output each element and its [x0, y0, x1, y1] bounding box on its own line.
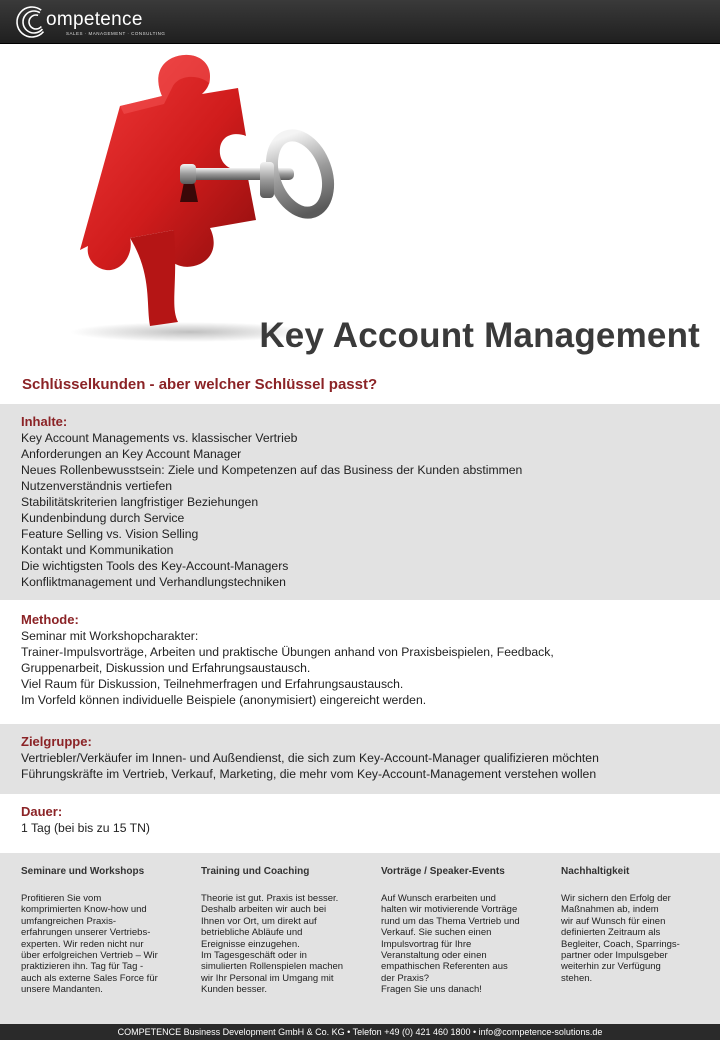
list-item: Anforderungen an Key Account Manager: [21, 447, 242, 461]
section-inhalte: [0, 404, 720, 600]
feature-line: umfangreichen Praxis-: [21, 915, 117, 927]
feature-heading: Vorträge / Speaker-Events: [381, 866, 505, 877]
feature-heading: Training und Coaching: [201, 866, 310, 877]
list-item: Die wichtigsten Tools des Key-Account-Managers: [21, 559, 289, 573]
feature-vortraege: [381, 866, 551, 996]
feature-line: Auf Wunsch erarbeiten und: [381, 893, 496, 904]
competence-logo[interactable]: [14, 4, 214, 40]
feature-line: experten. Wir reden nicht nur: [21, 938, 144, 950]
feature-line: Maßnahmen ab, indem: [561, 904, 659, 916]
list-item: Trainer-Impulsvorträge, Arbeiten und praktische Übungen anhand von Praxisbeispielen, Feedback,: [21, 645, 554, 659]
section-dauer: [0, 804, 720, 844]
feature-line: Veranstaltung oder einen: [381, 950, 487, 962]
page-title: Key Account Management: [259, 316, 700, 355]
feature-line: Begleiter, Coach, Sparrings-: [561, 938, 680, 950]
list-item: Im Vorfeld können individuelle Beispiele (anonymisiert) eingereicht werden.: [21, 693, 427, 707]
feature-seminare: [21, 866, 191, 996]
feature-line: Ihnen vor Ort, um direkt auf: [201, 915, 317, 927]
feature-line: praktizieren ihn. Tag für Tag -: [21, 961, 144, 973]
feature-line: unsere Mandanten.: [21, 984, 103, 996]
feature-line: Deshalb arbeiten wir auch bei: [201, 904, 327, 916]
feature-nachhaltigkeit: [561, 866, 720, 984]
list-item: Führungskräfte im Vertrieb, Verkauf, Marketing, die mehr vom Key-Account-Management verstehen wollen: [21, 767, 597, 781]
feature-line: stehen.: [561, 972, 593, 984]
list-item: Viel Raum für Diskussion, Teilnehmerfragen und Erfahrungsaustausch.: [21, 677, 404, 691]
feature-line: wir Ihr Personal im Umgang mit: [201, 972, 334, 984]
section-heading: Inhalte:: [21, 414, 68, 429]
feature-line: Theorie ist gut. Praxis ist besser.: [201, 893, 339, 904]
section-heading: Dauer:: [21, 804, 63, 819]
feature-training: [201, 866, 371, 996]
feature-line: auch als externe Sales Force für: [21, 972, 158, 984]
list-item: Gruppenarbeit, Diskussion und Erfahrungsaustausch.: [21, 661, 311, 675]
list-item: Neues Rollenbewusstsein: Ziele und Kompetenzen auf das Business der Kunden abstimmen: [21, 463, 523, 477]
logo-tagline: SALES · MANAGEMENT · CONSULTING: [66, 31, 166, 36]
feature-line: Kunden besser.: [201, 984, 268, 996]
feature-line: rund um das Thema Vertrieb und: [381, 915, 520, 927]
feature-line: Ereignisse einzugehen.: [201, 938, 300, 950]
list-item: 1 Tag (bei bis zu 15 TN): [21, 821, 150, 835]
page-subtitle: Schlüsselkunden - aber welcher Schlüssel passt?: [22, 376, 378, 393]
feature-line: betriebliche Abläufe und: [201, 927, 303, 939]
puzzle-key-illustration: [60, 44, 360, 344]
list-item: Kundenbindung durch Service: [21, 511, 185, 525]
section-heading: Methode:: [21, 612, 79, 627]
feature-line: Profitieren Sie vom: [21, 893, 102, 904]
feature-line: empathischen Referenten aus: [381, 961, 508, 973]
section-methode: [0, 612, 720, 710]
feature-heading: Nachhaltigkeit: [561, 866, 630, 877]
feature-line: halten wir motivierende Vorträge: [381, 904, 518, 916]
feature-line: Impulsvortrag für Ihre: [381, 938, 472, 950]
list-item: Seminar mit Workshopcharakter:: [21, 629, 199, 643]
section-heading: Zielgruppe:: [21, 734, 92, 749]
list-item: Nutzenverständnis vertiefen: [21, 479, 173, 493]
header-bar: [0, 0, 720, 44]
feature-line: partner oder Impulsgeber: [561, 950, 668, 962]
feature-line: simulierten Rollenspielen machen: [201, 961, 344, 973]
list-item: Konfliktmanagement und Verhandlungstechniken: [21, 575, 286, 589]
feature-line: definierten Zeitraum als: [561, 927, 661, 939]
feature-line: der Praxis?: [381, 972, 430, 984]
feature-line: Verkauf. Sie suchen einen: [381, 927, 492, 939]
feature-line: Fragen Sie uns danach!: [381, 984, 482, 996]
section-zielgruppe: [0, 724, 720, 794]
list-item: Vertriebler/Verkäufer im Innen- und Außendienst, die sich zum Key-Account-Manager qualifizieren möchten: [21, 751, 599, 765]
feature-line: Im Tagesgeschäft oder in: [201, 950, 307, 962]
feature-line: erfahrungen unserer Vertriebs-: [21, 927, 151, 939]
feature-columns: [0, 853, 720, 1024]
list-item: Feature Selling vs. Vision Selling: [21, 527, 199, 541]
list-item: Kontakt und Kommunikation: [21, 543, 174, 557]
feature-line: komprimierten Know-how und: [21, 904, 147, 916]
feature-heading: Seminare und Workshops: [21, 866, 145, 877]
list-item: Stabilitätskriterien langfristiger Beziehungen: [21, 495, 259, 509]
logo-wordmark: ompetence: [46, 9, 143, 30]
footer-contact: COMPETENCE Business Development GmbH & Co. KG • Telefon +49 (0) 421 460 1800 • info@competence-solutions.de: [0, 1024, 720, 1040]
feature-line: über erfolgreichen Vertrieb – Wir: [21, 950, 158, 962]
list-item: Key Account Managements vs. klassischer Vertrieb: [21, 431, 298, 445]
feature-line: weiterhin zur Verfügung: [561, 961, 661, 973]
feature-line: Wir sichern den Erfolg der: [561, 893, 671, 904]
feature-line: wir auf Wunsch für einen: [561, 915, 666, 927]
